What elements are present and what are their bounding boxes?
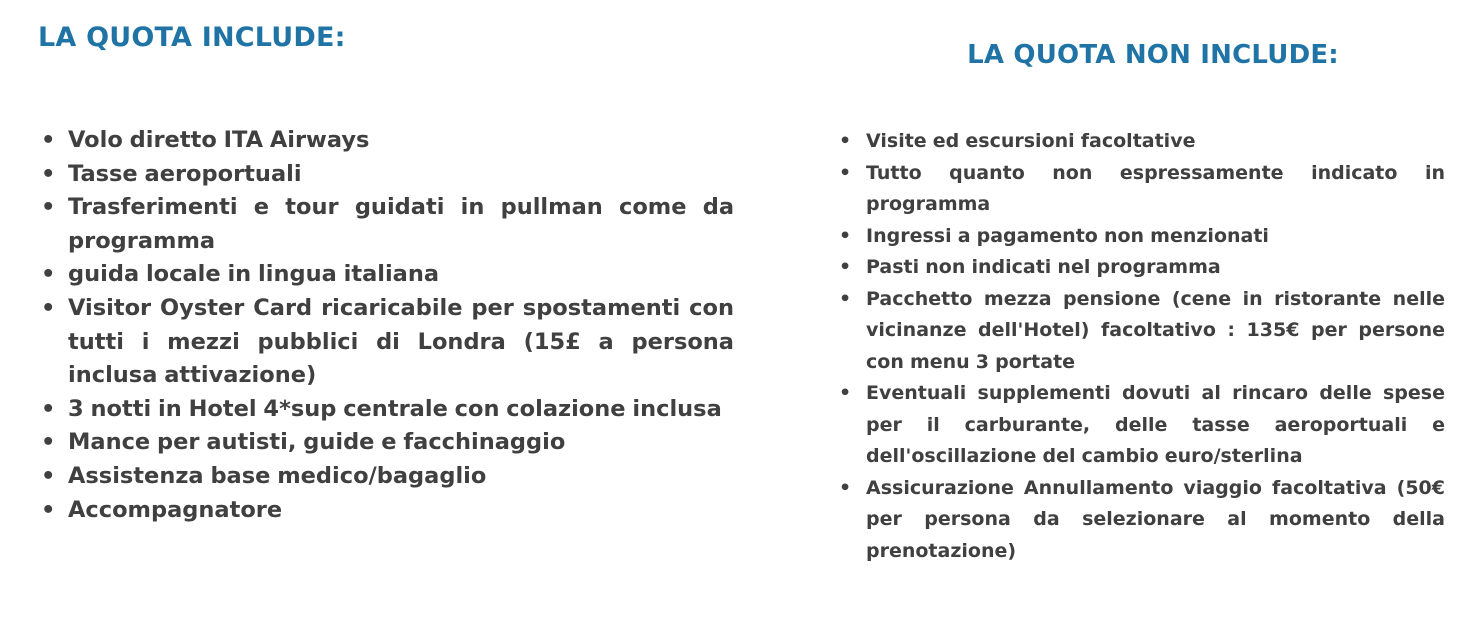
- included-item: [38, 460, 734, 494]
- included-item: [38, 426, 734, 460]
- included-item: [38, 124, 734, 158]
- included-item: [38, 494, 734, 528]
- bullet-icon: •: [41, 127, 56, 153]
- not-included-item: [836, 158, 1445, 221]
- not-included-item-text: Assicurazione Annullamento viaggio facoltativa (50€ per persona da selezionare al momento della prenotazione): [866, 476, 1445, 562]
- included-item: [38, 158, 734, 192]
- included-item: [38, 191, 734, 258]
- bullet-icon: •: [839, 256, 852, 278]
- included-item: [38, 258, 734, 292]
- included-item-text: Assistenza base medico/bagaglio: [68, 462, 487, 489]
- bullet-icon: •: [839, 382, 852, 404]
- not-included-item: [836, 473, 1445, 568]
- bullet-icon: •: [41, 194, 56, 221]
- bullet-icon: •: [839, 130, 852, 152]
- not-included-item-text: Visite ed escursioni facoltative: [866, 130, 1196, 152]
- included-item-text: Visitor Oyster Card ricaricabile per spostamenti con tutti i mezzi pubblici di Londra (15£ a persona inclusa attivazione): [68, 294, 734, 389]
- included-heading: LA QUOTA INCLUDE:: [38, 22, 346, 53]
- not-included-item: [836, 221, 1445, 253]
- included-item-text: Trasferimenti e tour guidati in pullman come da programma: [68, 194, 734, 254]
- included-item-text: Tasse aeroportuali: [68, 160, 302, 187]
- not-included-item-text: Pacchetto mezza pensione (cene in ristorante nelle vicinanze dell'Hotel) facoltativo : 135€ per persone con menu 3 portate: [866, 287, 1445, 373]
- not-included-item-text: Tutto quanto non espressamente indicato in programma: [866, 161, 1445, 215]
- bullet-icon: •: [41, 429, 56, 456]
- bullet-icon: •: [41, 496, 56, 523]
- not-included-heading: LA QUOTA NON INCLUDE:: [967, 40, 1339, 70]
- bullet-icon: •: [839, 224, 852, 247]
- not-included-item-text: Ingressi a pagamento non menzionati: [866, 224, 1269, 247]
- not-included-item-text: Pasti non indicati nel programma: [866, 256, 1221, 278]
- bullet-icon: •: [41, 395, 56, 422]
- bullet-icon: •: [41, 294, 56, 321]
- included-item-text: Accompagnatore: [68, 496, 283, 523]
- included-item: [38, 393, 734, 427]
- not-included-item: [836, 126, 1445, 158]
- bullet-icon: •: [41, 261, 56, 288]
- included-item-text: Volo diretto ITA Airways: [68, 127, 370, 153]
- not-included-item: [836, 378, 1445, 473]
- not-included-item-text: Eventuali supplementi dovuti al rincaro delle spese per il carburante, delle tasse aeroportuali e dell'oscillazione del cambio euro/sterlina: [866, 382, 1445, 467]
- included-item-text: Mance per autisti, guide e facchinaggio: [68, 429, 566, 456]
- included-item: [38, 292, 734, 393]
- not-included-item: [836, 252, 1445, 284]
- included-item-text: guida locale in lingua italiana: [68, 261, 440, 288]
- bullet-icon: •: [41, 160, 56, 187]
- bullet-icon: •: [41, 462, 56, 489]
- included-list: [38, 124, 734, 527]
- bullet-icon: •: [839, 476, 852, 499]
- bullet-icon: •: [839, 161, 852, 184]
- not-included-item: [836, 284, 1445, 379]
- bullet-icon: •: [839, 287, 852, 310]
- not-included-list: [836, 126, 1445, 567]
- included-item-text: 3 notti in Hotel 4*sup centrale con colazione inclusa: [68, 395, 722, 422]
